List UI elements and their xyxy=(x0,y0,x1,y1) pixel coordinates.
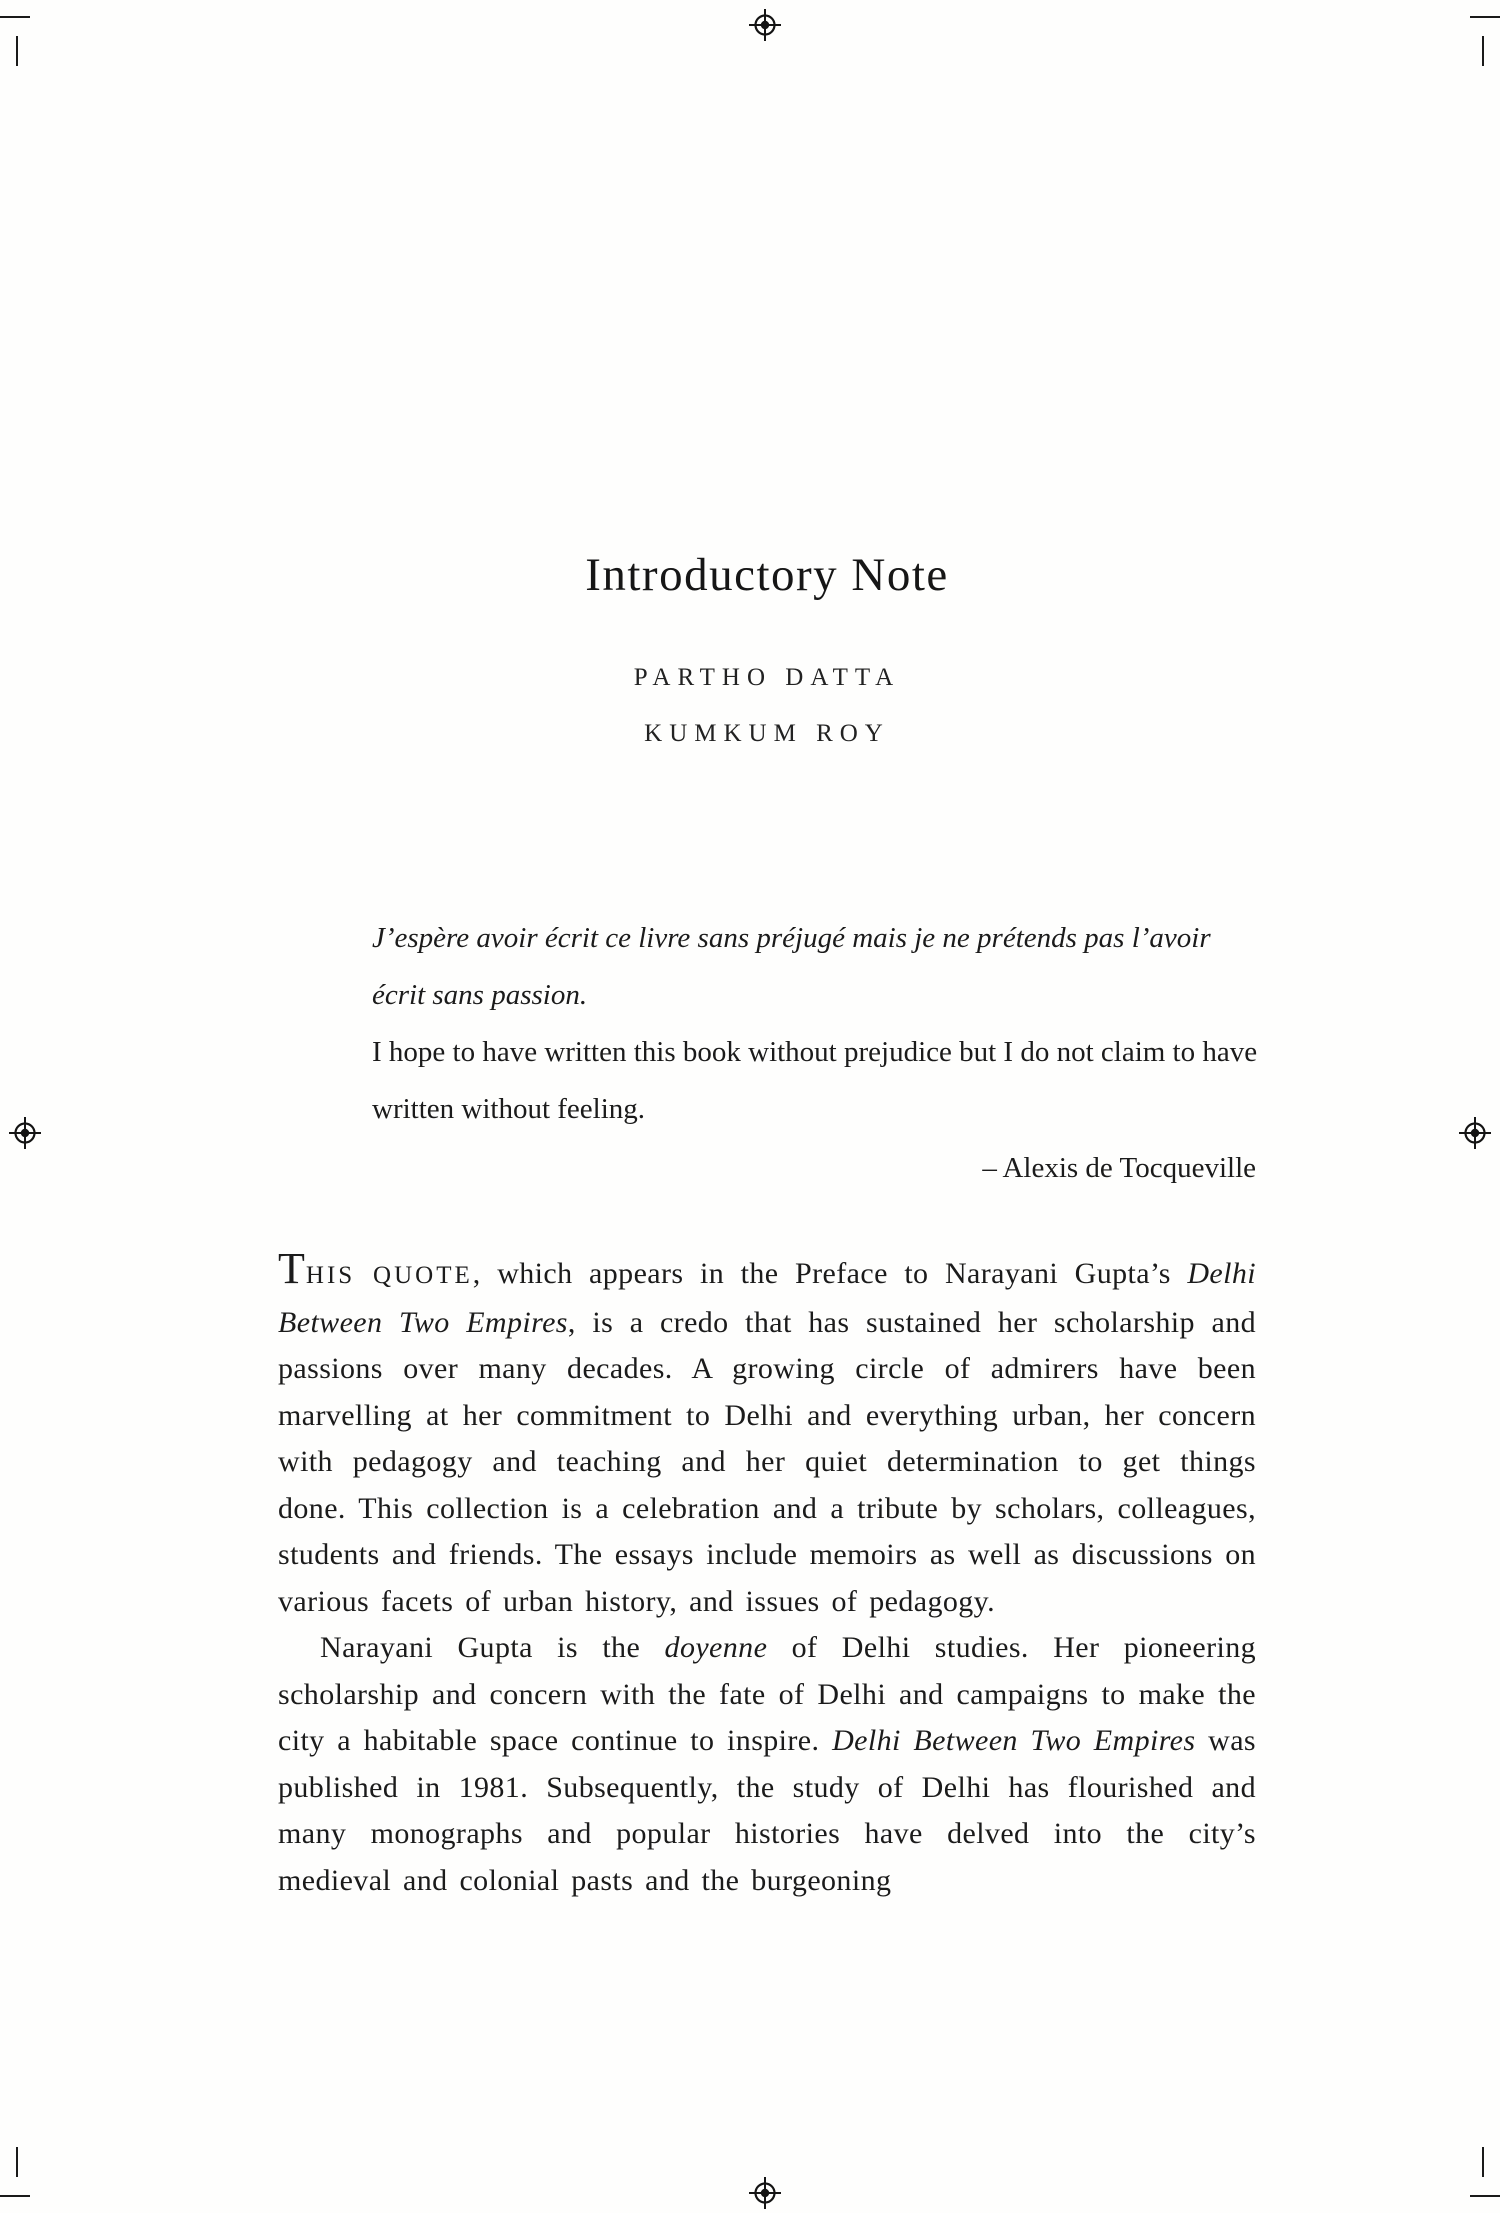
author-list xyxy=(278,650,1256,762)
paragraph-segment: , is a credo that has sustained her scholarship and passions over many decades. A growing circle of admirers have been marvelling at her commitment to Delhi and everything urban, her concern with pedagogy and teaching and her quiet determination to get things done. This collection is a celebration and a tribute by scholars, colleagues, students and friends. The essays include memoirs as well as discussions on various facets of urban history, and issues of pedagogy. xyxy=(278,1305,1257,1618)
paragraph-segment: of Delhi studies. Her pioneering scholarship and concern with the fate of Delhi and campaigns to make the city a habitable space continue to inspire. xyxy=(278,1631,1257,1757)
crop-mark-top-right-h xyxy=(1470,16,1500,18)
author-name: KUMKUM ROY xyxy=(644,720,890,747)
crop-mark-bottom-right-v xyxy=(1482,2147,1484,2177)
author-name: PARTHO DATTA xyxy=(633,664,901,691)
crop-mark-bottom-left-v xyxy=(16,2147,18,2177)
epigraph xyxy=(372,910,1260,1138)
body-paragraph xyxy=(278,1244,1257,1625)
paragraph-segment: , which appears in the Preface to Narayani Gupta’s xyxy=(472,1257,1188,1290)
book-title-italic: Delhi Between Two Empires xyxy=(832,1724,1196,1757)
registration-target-icon xyxy=(748,8,782,42)
smallcaps-lead: HIS QUOTE xyxy=(305,1262,473,1289)
epigraph-attribution: – Alexis de Tocqueville xyxy=(982,1152,1256,1184)
crop-mark-bottom-left-h xyxy=(0,2195,30,2197)
paragraph-segment: was published in 1981. Subsequently, the study of Delhi has flourished and many monographs and popular histories have delved into the city’s medieval and colonial pasts and the burgeoning xyxy=(278,1724,1256,1897)
italic-word: doyenne xyxy=(664,1631,768,1664)
paragraph-segment: Narayani Gupta is the xyxy=(320,1631,665,1664)
registration-target-icon xyxy=(748,2176,782,2210)
crop-mark-top-right-v xyxy=(1482,36,1484,66)
registration-target-icon xyxy=(8,1116,42,1150)
book-title-italic: Delhi Between Two Empires xyxy=(278,1257,1256,1339)
crop-mark-top-left-h xyxy=(0,16,30,18)
body-paragraph xyxy=(278,1625,1256,1904)
crop-mark-bottom-right-h xyxy=(1470,2195,1500,2197)
initial-capital: T xyxy=(278,1244,306,1293)
crop-mark-top-left-v xyxy=(16,36,18,66)
text-block xyxy=(278,548,1256,1904)
page-title: Introductory Note xyxy=(585,549,949,601)
epigraph-french: J’espère avoir écrit ce livre sans préjugé mais je ne prétends pas l’avoir écrit sans passion. xyxy=(372,922,1211,1011)
body-text xyxy=(278,1244,1257,1904)
epigraph-english: I hope to have written this book without prejudice but I do not claim to have written without feeling. xyxy=(372,1036,1258,1125)
registration-target-icon xyxy=(1458,1116,1492,1150)
